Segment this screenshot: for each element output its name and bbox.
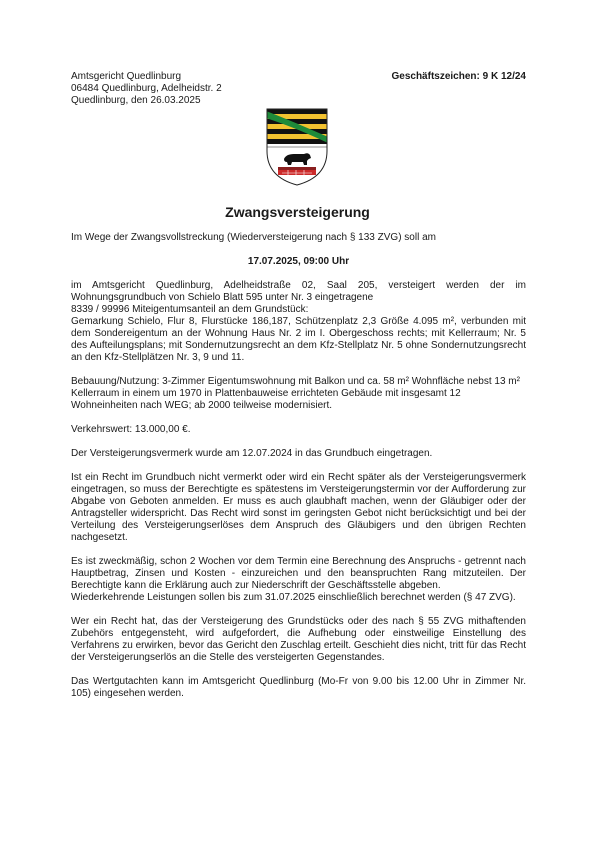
recurring-payments: Wiederkehrende Leistungen sollen bis zum 31.07.2025 einschließlich berechnet werden (§ 47 ZVG). xyxy=(71,592,516,603)
market-value: Verkehrswert: 13.000,00 €. xyxy=(71,424,191,435)
appraisal-notice: Das Wertgutachten kann im Amtsgericht Quedlinburg (Mo-Fr von 9.00 bis 12.00 Uhr in Zimmer Nr. 105) eingesehen werden. xyxy=(71,676,526,699)
file-number: Geschäftszeichen: 9 K 12/24 xyxy=(391,71,526,82)
property-share: 8339 / 99996 Miteigentumsanteil an dem Grundstück: xyxy=(71,304,309,315)
counter-right-notice: Wer ein Recht hat, das der Versteigerung des Grundstücks oder des nach § 55 ZVG mithaftenden Zubehörs entgegensteht, wird aufgefordert, die Aufhebung oder einstweilige Einstellung des Verfahrens zu erwirken, bevor das Gericht den Zuschlag erteilt. Geschieht dies nicht, tritt für das Recht der Versteigerungserlös an die Stelle des versteigerten Gegenstandes. xyxy=(71,616,526,663)
rights-notice: Ist ein Recht im Grundbuch nicht vermerkt oder wird ein Recht später als der Versteigerungsvermerk eingetragen, so muss der Berechtigte es spätestens im Versteigerungstermin vor der Aufforderung zur Abgabe von Geboten anmelden. Er muss es auch glaubhaft machen, wenn der Gläubiger oder der Antragsteller widerspricht. Das Recht wird sonst im geringsten Gebot nicht berücksichtigt und bei der Verteilung des Versteigerungserlöses dem Anspruch des Gläubigers und den übrigen Rechten nachgesetzt. xyxy=(71,472,526,543)
place-and-date: Quedlinburg, den 26.03.2025 xyxy=(71,95,201,106)
coat-of-arms-icon xyxy=(264,107,330,187)
court-address: 06484 Quedlinburg, Adelheidstr. 2 xyxy=(71,83,222,94)
claims-text: Es ist zweckmäßig, schon 2 Wochen vor dem Termin eine Berechnung des Anspruchs - getrennt nach Hauptbetrag, Zinsen und Kosten - einzureichen und den beanspruchten Rang mitzuteilen. Der Berechtigte kann die Erklärung auch zur Niederschrift der Geschäftsstelle abgeben. xyxy=(71,556,526,591)
claims-notice xyxy=(71,556,526,604)
document-title: Zwangsversteigerung xyxy=(225,204,370,220)
property-description xyxy=(71,280,526,364)
building-usage: Bebauung/Nutzung: 3-Zimmer Eigentumswohnung mit Balkon und ca. 58 m² Wohnfläche nebst 13 m² Kellerraum in einem um 1970 in Plattenbauweise errichteten Gebäude mit insgesamt 12 Wohneinheiten nach WEG; ab 2000 teilweise modernisiert. xyxy=(71,376,520,411)
property-location: im Amtsgericht Quedlinburg, Adelheidstraße 02, Saal 205, versteigert werden der im Wohnungsgrundbuch von Schielo Blatt 595 unter Nr. 3 eingetragene xyxy=(71,280,526,303)
intro-text: Im Wege der Zwangsvollstreckung (Wiederversteigerung nach § 133 ZVG) soll am xyxy=(71,232,436,243)
notice-body xyxy=(71,232,526,700)
court-name: Amtsgericht Quedlinburg xyxy=(71,71,182,82)
letter-header xyxy=(71,71,526,107)
auction-date-time: 17.07.2025, 09:00 Uhr xyxy=(247,256,350,267)
registration-note: Der Versteigerungsvermerk wurde am 12.07.2024 in das Grundbuch eingetragen. xyxy=(71,448,433,459)
property-parcel: Gemarkung Schielo, Flur 8, Flurstücke 186,187, Schützenplatz 2,3 Größe 4.095 m², verbunden mit dem Sondereigentum an der Wohnung Haus Nr. 2 im I. Obergeschoss rechts; mit Kellerraum; Nr. 5 des Aufteilungsplans; mit Sondernutzungsrecht an dem Kfz-Stellplatz Nr. 5 ohne Sondernutzungsrecht an den Kfz-Stellplätzen Nr. 3, 9 und 11. xyxy=(71,316,526,363)
